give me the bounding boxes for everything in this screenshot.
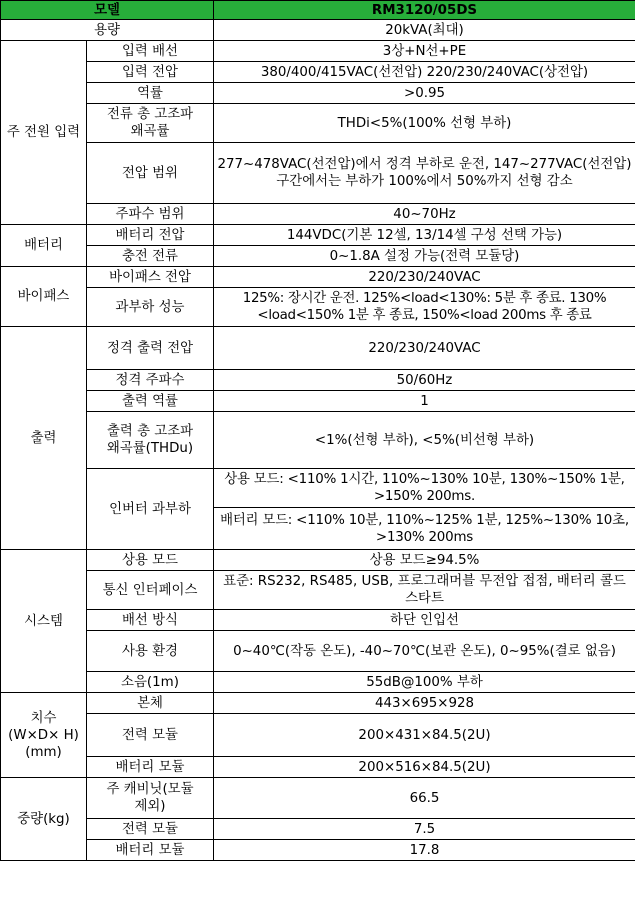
battery-module-weight-value: 17.8 bbox=[214, 840, 635, 861]
weight-group-label: 중량(kg) bbox=[1, 778, 87, 861]
header-row bbox=[1, 1, 635, 20]
power-module-weight-label: 전력 모듈 bbox=[87, 819, 214, 840]
battery-module-dim-value: 200×516×84.5(2U) bbox=[214, 757, 635, 778]
table-row bbox=[1, 267, 635, 288]
power-module-dim-label: 전력 모듈 bbox=[87, 714, 214, 757]
rated-output-voltage-value: 220/230/240VAC bbox=[214, 327, 635, 370]
mains-mode-value: 상용 모드≥94.5% bbox=[214, 550, 635, 571]
comm-interface-label: 통신 인터페이스 bbox=[87, 571, 214, 610]
capacity-label: 용량 bbox=[1, 20, 214, 41]
rated-frequency-label: 정격 주파수 bbox=[87, 370, 214, 391]
table-row bbox=[1, 757, 635, 778]
table-row bbox=[1, 246, 635, 267]
table-row bbox=[1, 469, 635, 508]
output-thd-label: 출력 총 고조파 왜곡률(THDu) bbox=[87, 412, 214, 469]
current-thd-value: THDi<5%(100% 선형 부하) bbox=[214, 104, 635, 143]
bypass-group-label: 바이패스 bbox=[1, 267, 87, 327]
comm-interface-value: 표준: RS232, RS485, USB, 프로그래머블 무전압 접점, 배터리 콜드 스타트 bbox=[214, 571, 635, 610]
battery-voltage-value: 144VDC(기본 12셀, 13/14셀 구성 선택 가능) bbox=[214, 225, 635, 246]
battery-voltage-label: 배터리 전압 bbox=[87, 225, 214, 246]
table-row bbox=[1, 571, 635, 610]
table-row bbox=[1, 714, 635, 757]
battery-module-weight-label: 배터리 모듈 bbox=[87, 840, 214, 861]
table-row bbox=[1, 778, 635, 819]
input-wiring-value: 3상+N선+PE bbox=[214, 41, 635, 62]
frequency-range-label: 주파수 범위 bbox=[87, 204, 214, 225]
rated-output-voltage-label: 정격 출력 전압 bbox=[87, 327, 214, 370]
current-thd-label: 전류 총 고조파 왜곡률 bbox=[87, 104, 214, 143]
battery-group-label: 배터리 bbox=[1, 225, 87, 267]
noise-value: 55dB@100% 부하 bbox=[214, 672, 635, 693]
output-pf-label: 출력 역률 bbox=[87, 391, 214, 412]
table-row bbox=[1, 41, 635, 62]
power-module-weight-value: 7.5 bbox=[214, 819, 635, 840]
battery-module-dim-label: 배터리 모듈 bbox=[87, 757, 214, 778]
charge-current-value: 0~1.8A 설정 가능(전력 모듈당) bbox=[214, 246, 635, 267]
table-row bbox=[1, 412, 635, 469]
bypass-voltage-value: 220/230/240VAC bbox=[214, 267, 635, 288]
cabinet-weight-value: 66.5 bbox=[214, 778, 635, 819]
voltage-range-value: 277~478VAC(선전압)에서 정격 부하로 운전, 147~277VAC(선전압) 구간에서는 부하가 100%에서 50%까지 선형 감소 bbox=[214, 143, 635, 204]
table-row bbox=[1, 327, 635, 370]
frequency-range-value: 40~70Hz bbox=[214, 204, 635, 225]
input-group-label: 주 전원 입력 bbox=[1, 41, 87, 225]
power-factor-value: >0.95 bbox=[214, 83, 635, 104]
power-factor-label: 역률 bbox=[87, 83, 214, 104]
table-row bbox=[1, 610, 635, 631]
overload-value: 125%: 장시간 운전. 125%<load<130%: 5분 후 종료. 130%<load<150% 1분 후 종료, 150%<load 200ms 후 종료 bbox=[214, 288, 635, 327]
table-row bbox=[1, 143, 635, 204]
inverter-overload-mains: 상용 모드: <110% 1시간, 110%~130% 10분, 130%~150% 1분, >150% 200ms. bbox=[214, 469, 635, 508]
mains-mode-label: 상용 모드 bbox=[87, 550, 214, 571]
inverter-overload-battery: 배터리 모드: <110% 10분, 110%~125% 1분, 125%~130% 10초, >130% 200ms bbox=[214, 508, 635, 550]
table-row bbox=[1, 104, 635, 143]
power-module-dim-value: 200×431×84.5(2U) bbox=[214, 714, 635, 757]
body-dim-value: 443×695×928 bbox=[214, 693, 635, 714]
input-wiring-label: 입력 배선 bbox=[87, 41, 214, 62]
dimensions-group-label: 치수 (W×D× H)(mm) bbox=[1, 693, 87, 778]
table-row bbox=[1, 840, 635, 861]
table-row bbox=[1, 204, 635, 225]
wiring-method-value: 하단 인입선 bbox=[214, 610, 635, 631]
table-row bbox=[1, 672, 635, 693]
table-row bbox=[1, 391, 635, 412]
body-dim-label: 본체 bbox=[87, 693, 214, 714]
output-group-label: 출력 bbox=[1, 327, 87, 550]
header-model-value: RM3120/05DS bbox=[214, 1, 635, 20]
table-row bbox=[1, 631, 635, 672]
capacity-row bbox=[1, 20, 635, 41]
cabinet-weight-label: 주 캐비닛(모듈 제외) bbox=[87, 778, 214, 819]
bypass-voltage-label: 바이패스 전압 bbox=[87, 267, 214, 288]
rated-frequency-value: 50/60Hz bbox=[214, 370, 635, 391]
output-pf-value: 1 bbox=[214, 391, 635, 412]
table-row bbox=[1, 550, 635, 571]
table-row bbox=[1, 819, 635, 840]
output-thd-value: <1%(선형 부하), <5%(비선형 부하) bbox=[214, 412, 635, 469]
wiring-method-label: 배선 방식 bbox=[87, 610, 214, 631]
overload-label: 과부하 성능 bbox=[87, 288, 214, 327]
table-row bbox=[1, 62, 635, 83]
table-row bbox=[1, 693, 635, 714]
system-group-label: 시스템 bbox=[1, 550, 87, 693]
input-voltage-value: 380/400/415VAC(선전압) 220/230/240VAC(상전압) bbox=[214, 62, 635, 83]
table-row bbox=[1, 288, 635, 327]
input-voltage-label: 입력 전압 bbox=[87, 62, 214, 83]
environment-value: 0~40℃(작동 온도), -40~70℃(보관 온도), 0~95%(결로 없음) bbox=[214, 631, 635, 672]
header-model-label: 모델 bbox=[1, 1, 214, 20]
inverter-overload-label: 인버터 과부하 bbox=[87, 469, 214, 550]
table-row bbox=[1, 83, 635, 104]
capacity-value: 20kVA(최대) bbox=[214, 20, 635, 41]
voltage-range-label: 전압 범위 bbox=[87, 143, 214, 204]
noise-label: 소음(1m) bbox=[87, 672, 214, 693]
environment-label: 사용 환경 bbox=[87, 631, 214, 672]
table-row bbox=[1, 370, 635, 391]
charge-current-label: 충전 전류 bbox=[87, 246, 214, 267]
table-row bbox=[1, 225, 635, 246]
